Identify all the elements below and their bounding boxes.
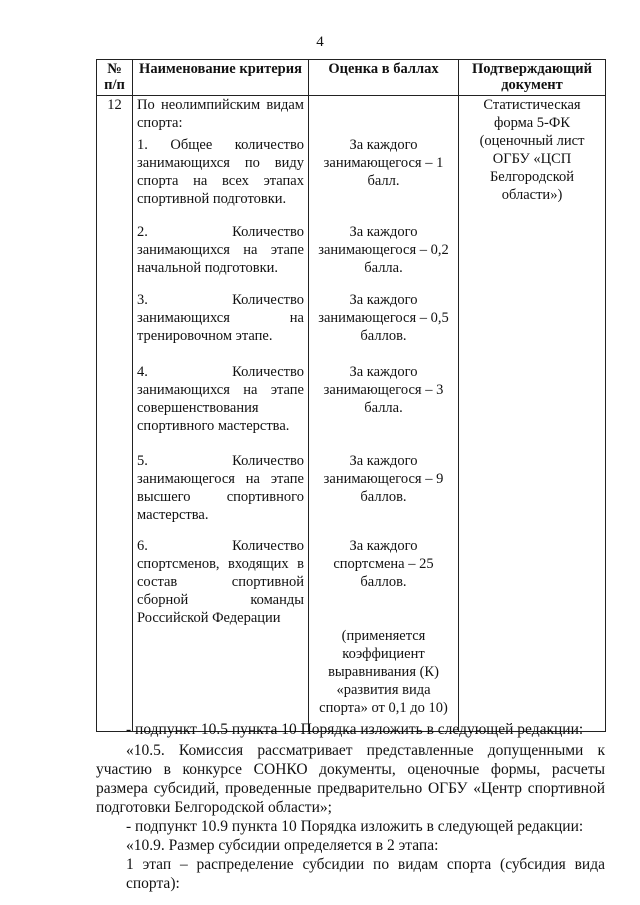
header-criteria: Наименование критерия (133, 60, 309, 96)
header-document: Подтверждающий документ (459, 60, 606, 96)
score-note: (применяется коэффициент выравнивания (К) «развития вида спорта» от 0,1 до 10) (319, 628, 448, 716)
score-3: За каждого занимающегося – 0,5 баллов. (318, 292, 449, 344)
criterion-4: 4. Количество занимающихся на этапе совершенствования спортивного мастерства. (137, 364, 304, 434)
paragraph-stage-1: 1 этап – распределение субсидии по видам спорта (субсидия вида спорта): (126, 856, 605, 892)
paragraph-10-5-text: «10.5. Комиссия рассматривает представленные допущенными к участию в конкурсе СОНКО документы, оценочные формы, расчеты размера субсидий, проведенные предварительно ОГБУ «Центр спортивной подготовки Белгородской области»; (96, 742, 605, 816)
document-cell: Статистическая форма 5-ФК (оценочный лист ОГБУ «ЦСП Белгородской области») (459, 96, 606, 732)
header-score: Оценка в баллах (309, 60, 459, 96)
score-spacer (313, 96, 454, 136)
score-cell (309, 96, 459, 732)
score-6: За каждого спортсмена – 25 баллов. (333, 538, 434, 590)
criterion-5: 5. Количество занимающегося на этапе высшего спортивного мастерства. (137, 453, 304, 523)
criteria-intro: По неолимпийским видам спорта: (137, 97, 304, 131)
score-2: За каждого занимающегося – 0,2 балла. (318, 224, 449, 276)
score-1: За каждого занимающегося – 1 балл. (323, 137, 444, 189)
paragraph-10-9-text: «10.9. Размер субсидии определяется в 2 этапа: (126, 837, 439, 854)
criteria-table (96, 59, 606, 732)
score-4: За каждого занимающегося – 3 балла. (323, 364, 444, 416)
criterion-6: 6. Количество спортсменов, входящих в состав спортивной сборной команды Российской Федерации (137, 538, 304, 626)
row-number: 12 (97, 96, 133, 732)
criterion-3: 3. Количество занимающихся на тренировочном этапе. (137, 292, 304, 344)
table-header-row (97, 60, 606, 96)
criterion-1: 1. Общее количество занимающихся по виду спорта на всех этапах спортивной подготовки. (137, 137, 304, 207)
header-num: № п/п (97, 60, 133, 96)
criterion-2: 2. Количество занимающихся на этапе начальной подготовки. (137, 224, 304, 276)
criteria-cell (133, 96, 309, 732)
table-row (97, 96, 606, 732)
score-5: За каждого занимающегося – 9 баллов. (323, 453, 444, 505)
page-number: 4 (316, 34, 324, 50)
paragraph-subpoint-10-5: - подпункт 10.5 пункта 10 Порядка изложить в следующей редакции: (126, 721, 584, 738)
paragraph-subpoint-10-9: - подпункт 10.9 пункта 10 Порядка изложить в следующей редакции: (126, 818, 584, 835)
